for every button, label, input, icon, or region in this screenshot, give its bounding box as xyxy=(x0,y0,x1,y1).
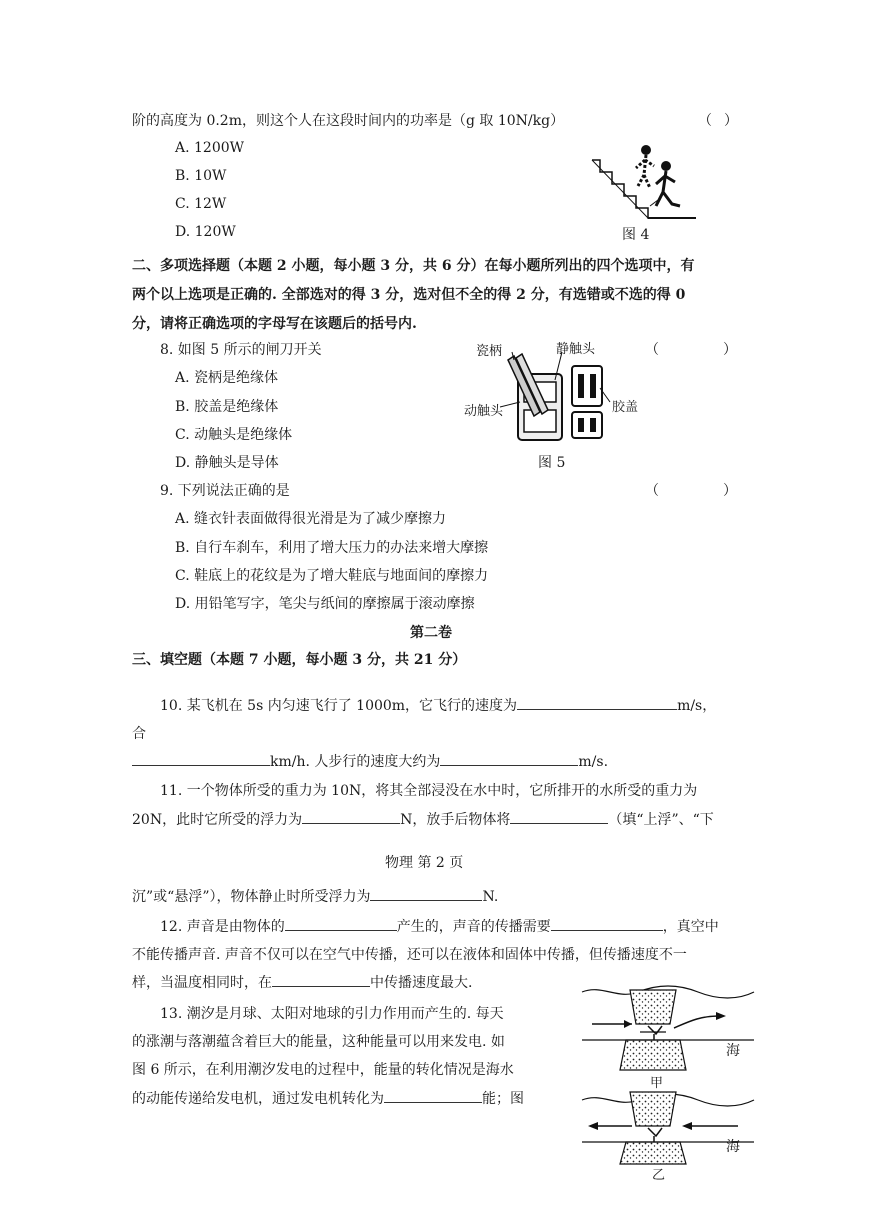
q7-option-a: A. 1200W xyxy=(175,140,245,156)
figure-6-yi-sea-label: 海 xyxy=(726,1139,740,1155)
figure-6-yi-label: 乙 xyxy=(652,1168,666,1183)
q10-line-1: 10. 某飞机在 5s 内匀速飞行了 1000m，它飞行的速度为 m/s， xyxy=(160,695,716,715)
figure-5-label-moving-contact: 动触头 xyxy=(464,404,504,419)
q13-line-1: 13. 潮汐是月球、太阳对地球的引力作用而产生的. 每天 xyxy=(160,1006,504,1022)
q8-option-c: C. 动触头是绝缘体 xyxy=(175,427,293,443)
q7-option-b: B. 10W xyxy=(175,168,227,184)
q11-blank-buoyancy[interactable] xyxy=(302,809,400,824)
q7-option-c: C. 12W xyxy=(175,196,227,212)
figure-4-stairs-illustration xyxy=(588,140,698,222)
figure-4-caption: 图 4 xyxy=(622,227,650,243)
figure-5-caption: 图 5 xyxy=(538,455,566,471)
figure-5-label-rubber-cover: 胶盖 xyxy=(612,400,639,415)
figure-5-label-porcelain-handle: 瓷柄 xyxy=(476,344,503,359)
q10-blank-walking-speed[interactable] xyxy=(440,751,578,766)
section-2-heading-line-2: 两个以上选项是正确的. 全部选对的得 3 分，选对但不全的得 2 分，有选错或不选的得 0 xyxy=(132,287,686,303)
section-2-heading-line-1: 二、多项选择题（本题 2 小题，每小题 3 分，共 6 分）在每小题所列出的四个选项中，有 xyxy=(132,258,695,274)
q13-blank-energy-type[interactable] xyxy=(384,1088,482,1103)
q12-blank-source[interactable] xyxy=(285,916,397,931)
section-2-heading-line-3: 分，请将正确选项的字母写在该题后的括号内. xyxy=(132,316,417,332)
q12-blank-fastest-medium[interactable] xyxy=(272,972,370,987)
page-footer: 物理 第 2 页 xyxy=(385,855,464,871)
q11-line-3: 沉”或“悬浮”），物体静止时所受浮力为 N. xyxy=(132,886,498,906)
q11-line-2: 20N，此时它所受的浮力为 N，放手后物体将 （填“上浮”、“下 xyxy=(132,809,714,829)
q8-stem: 8. 如图 5 所示的闸刀开关 xyxy=(160,342,322,358)
q13-line-2: 的涨潮与落潮蕴含着巨大的能量，这种能量可以用来发电. 如 xyxy=(132,1034,505,1050)
q10-line-2: 合 xyxy=(132,726,146,742)
q12-blank-medium[interactable] xyxy=(551,916,663,931)
figure-6-jia-sea-label: 海 xyxy=(726,1043,740,1059)
q8-option-b: B. 胶盖是绝缘体 xyxy=(175,399,279,415)
figure-5-knife-switch-illustration xyxy=(500,352,610,444)
q12-line-3: 样，当温度相同时，在 中传播速度最大. xyxy=(132,972,472,992)
q12-line-2: 不能传播声音. 声音不仅可以在空气中传播，还可以在液体和固体中传播，但传播速度不一 xyxy=(132,947,687,963)
q12-line-1: 12. 声音是由物体的 产生的，声音的传播需要 ，真空中 xyxy=(160,916,719,936)
q13-line-4: 的动能传递给发电机，通过发电机转化为 能；图 xyxy=(132,1088,524,1108)
q10-blank-speed-ms[interactable] xyxy=(517,695,677,710)
q8-option-d: D. 静触头是导体 xyxy=(175,455,279,471)
q9-answer-parentheses[interactable]: （ ） xyxy=(645,483,737,499)
q9-option-a: A. 缝衣针表面做得很光滑是为了减少摩擦力 xyxy=(175,511,447,527)
q8-option-a: A. 瓷柄是绝缘体 xyxy=(175,370,279,386)
q10-blank-speed-kmh[interactable] xyxy=(132,751,270,766)
q9-option-d: D. 用铅笔写字，笔尖与纸间的摩擦属于滚动摩擦 xyxy=(175,596,475,612)
q8-answer-parentheses[interactable]: （ ） xyxy=(645,342,737,358)
q7-stem: 阶的高度为 0.2m，则这个人在这段时间内的功率是（g 取 10N/kg） xyxy=(132,113,565,129)
q7-option-d: D. 120W xyxy=(175,224,236,240)
q9-option-b: B. 自行车刹车，利用了增大压力的办法来增大摩擦 xyxy=(175,540,489,556)
figure-5-label-static-contact: 静触头 xyxy=(556,342,596,357)
q11-line-1: 11. 一个物体所受的重力为 10N，将其全部浸没在水中时，它所排开的水所受的重力为 xyxy=(160,783,698,799)
q13-line-3: 图 6 所示，在利用潮汐发电的过程中，能量的转化情况是海水 xyxy=(132,1062,514,1078)
q10-line-3: km/h. 人步行的速度大约为 m/s. xyxy=(132,751,608,771)
q9-option-c: C. 鞋底上的花纹是为了增大鞋底与地面间的摩擦力 xyxy=(175,568,489,584)
q9-stem: 9. 下列说法正确的是 xyxy=(160,483,290,499)
q11-blank-motion[interactable] xyxy=(510,809,608,824)
part-2-title: 第二卷 xyxy=(410,625,452,641)
q11-blank-rest-buoyancy[interactable] xyxy=(370,886,482,901)
section-3-heading: 三、填空题（本题 7 小题，每小题 3 分，共 21 分） xyxy=(132,652,467,668)
q7-answer-parentheses[interactable]: （ ） xyxy=(698,113,738,129)
figure-6-jia-label: 甲 xyxy=(650,1076,664,1091)
